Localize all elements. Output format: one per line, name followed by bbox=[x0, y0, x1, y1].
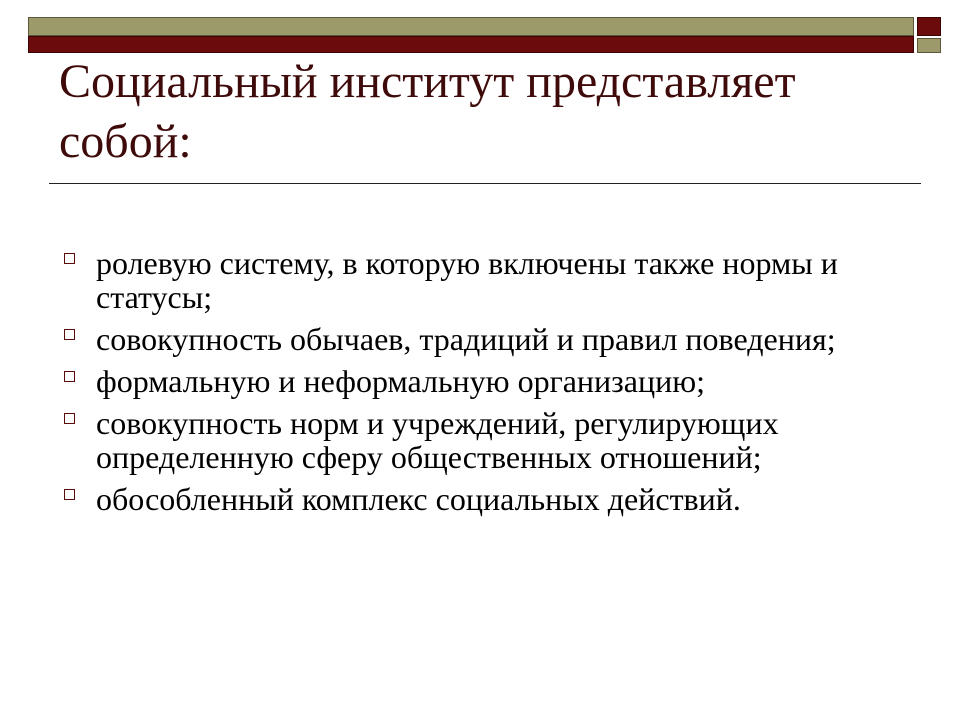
hollow-square-bullet-icon bbox=[64, 489, 75, 500]
hollow-square-bullet-icon bbox=[64, 253, 75, 264]
list-item-text: совокупность норм и учреждений, регулирующих определенную сферу общественных отношений; bbox=[96, 405, 779, 475]
top-decorative-bar bbox=[28, 17, 914, 53]
hollow-square-bullet-icon bbox=[64, 413, 75, 424]
corner-decoration-maroon bbox=[917, 17, 941, 36]
list-item bbox=[62, 246, 922, 314]
hollow-square-bullet-icon bbox=[64, 329, 75, 340]
list-item-text: ролевую систему, в которую включены также нормы и статусы; bbox=[96, 245, 838, 315]
list-item bbox=[62, 322, 922, 356]
corner-decoration-olive bbox=[917, 38, 941, 53]
list-item-text: формальную и неформальную организацию; bbox=[96, 363, 706, 399]
list-item-text: совокупность обычаев, традиций и правил поведения; bbox=[96, 321, 836, 357]
hollow-square-bullet-icon bbox=[64, 371, 75, 382]
list-item bbox=[62, 406, 922, 474]
slide-title: Социальный институт представляет собой: bbox=[59, 55, 796, 168]
top-bar-maroon-stripe bbox=[28, 36, 914, 53]
top-bar-olive-stripe bbox=[28, 17, 914, 36]
list-item bbox=[62, 364, 922, 398]
title-underline-rule bbox=[49, 183, 921, 184]
list-item bbox=[62, 482, 922, 516]
bullet-list bbox=[62, 246, 922, 524]
list-item-text: обособленный комплекс социальных действий. bbox=[96, 481, 741, 517]
